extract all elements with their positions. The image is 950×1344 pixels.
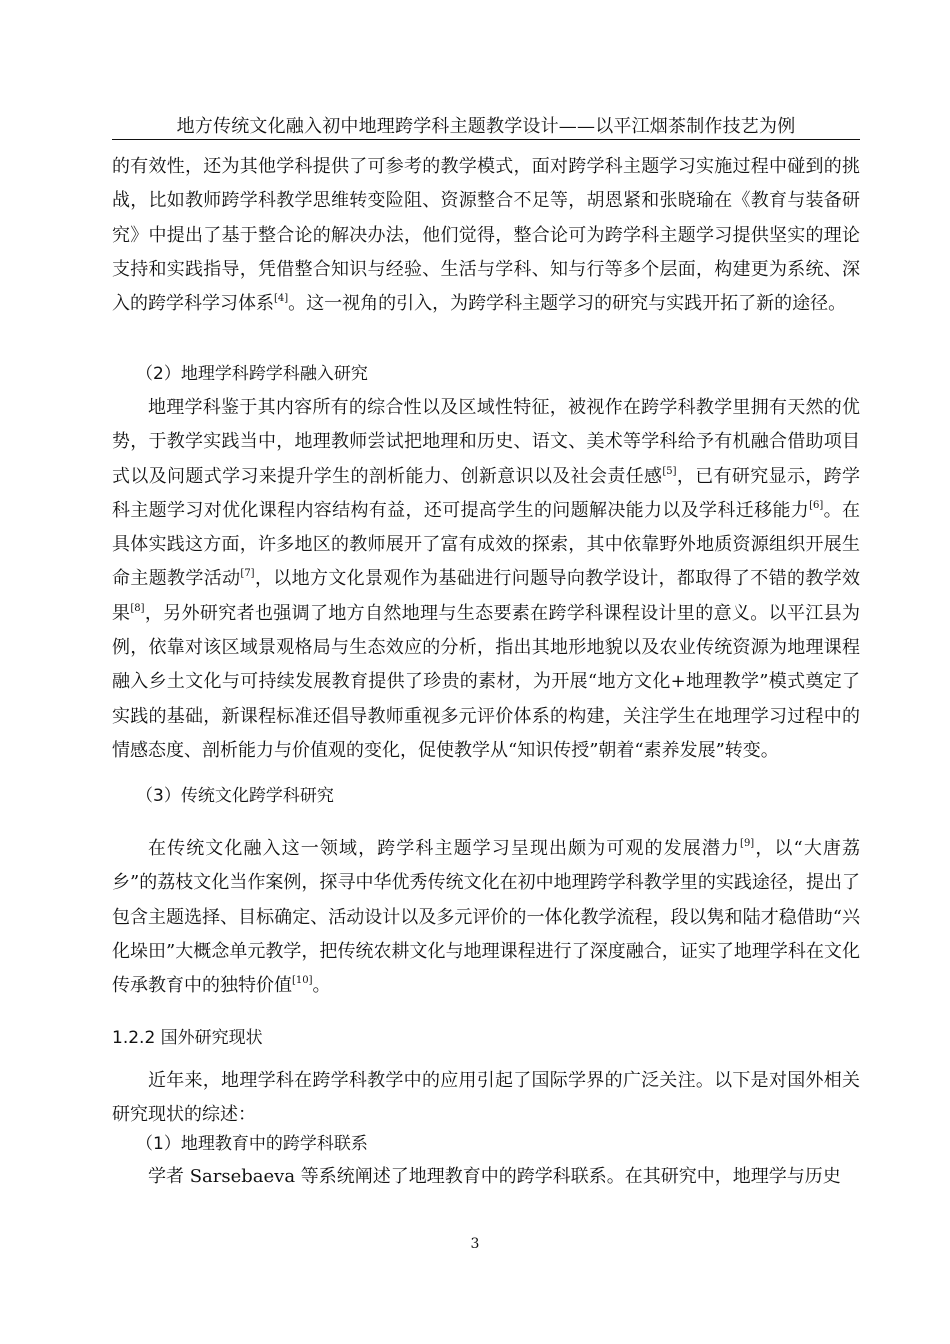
text-segment: ，另外研究者也强调了地方自然地理与生态要素在跨学科课程设计里的意义。以平江县为例，依靠对该区域景观格局与生态效应的分析，指出其地形地貌以及农业传统资源为地理课程融入乡土文化与可持续发展教育提供了珍贵的素材，为开展“地方文化+地理教学”模式奠定了实践的基础，新课程标准还倡导教师重视多元评价体系的构建，关注学生在地理学习过程中的情感态度、剖析能力与价值观的变化，促使教学从“知识传授”朝着“素养发展”转变。 bbox=[112, 602, 861, 761]
citation-7: [7] bbox=[240, 568, 255, 580]
text-segment: 。在具体实践这方面，许多地区的教师展开了富有成效的探索，其中依靠野外地质资源组织开展生命主题教学活动 bbox=[112, 499, 861, 590]
text-segment: 的有效性，还为其他学科提供了可参考的教学模式，面对跨学科主题学习实施过程中碰到的挑战，比如教师跨学科教学思维转变险阻、资源整合不足等，胡恩紧和张晓瑜在《教育与装备研究》中提出了基于整合论的解决办法，他们觉得，整合论可为跨学科主题学习提供坚实的理论支持和实践指导，凭借整合知识与经验、生活与学科、知与行等多个层面，构建更为系统、深入的跨学科学习体系 bbox=[112, 156, 860, 315]
section-heading-1-2-2: 1.2.2 国外研究现状 bbox=[112, 1028, 263, 1048]
header-rule bbox=[112, 139, 860, 140]
citation-9: [9] bbox=[740, 838, 755, 849]
text-segment: 地理学科鉴于其内容所有的综合性以及区域性特征，被视作在跨学科教学里拥有天然的优势，于教学实践当中，地理教师尝试把地理和历史、语文、美术等学科给予有机融合借助项目式以及问题式学习来提升学生的剖析能力、创新意识以及社会责任感 bbox=[112, 397, 860, 487]
subheading-traditional-culture: （3）传统文化跨学科研究 bbox=[136, 786, 334, 806]
paragraph-sarsebaeva: 学者 Sarsebaeva 等系统阐述了地理教育中的跨学科联系。在其研究中，地理学与历史 bbox=[148, 1166, 841, 1187]
paragraph-integration-theory bbox=[112, 150, 860, 321]
paragraph-geography-integration bbox=[112, 391, 860, 768]
text-segment: 。这一视角的引入，为跨学科主题学习的研究与实践开拓了新的途径。 bbox=[288, 293, 847, 315]
subheading-interdisciplinary-links: （1）地理教育中的跨学科联系 bbox=[136, 1134, 368, 1154]
text-segment: ，已有研究显示，跨学科主题学习对优化课程内容结构有益，还可提高学生的问题解决能力以及学科迁移能力 bbox=[112, 465, 861, 521]
page-number: 3 bbox=[470, 1236, 480, 1252]
citation-6: [6] bbox=[809, 499, 824, 511]
paragraph-foreign-research: 近年来，地理学科在跨学科教学中的应用引起了国际学界的广泛关注。以下是对国外相关研究现状的综述： bbox=[112, 1070, 860, 1126]
paragraph-traditional-culture bbox=[112, 832, 860, 1003]
text-segment: ，以“大唐荔乡”的荔枝文化当作案例，探寻中华优秀传统文化在初中地理跨学科教学里的实践途径，提出了包含主题选择、目标确定、活动设计以及多元评价的一体化教学流程，段以隽和陆才稳借助“兴化垛田”大概念单元教学，把传统农耕文化与地理课程进行了深度融合，证实了地理学科在文化传承教育中的独特价值 bbox=[112, 838, 861, 997]
citation-10: [10] bbox=[292, 975, 313, 987]
running-header: 地方传统文化融入初中地理跨学科主题教学设计——以平江烟茶制作技艺为例 bbox=[176, 116, 796, 137]
text-segment: ，以地方文化景观作为基础进行问题导向教学设计，都取得了不错的教学效果 bbox=[112, 568, 860, 624]
subheading-geography-integration: （2）地理学科跨学科融入研究 bbox=[136, 364, 368, 384]
citation-4: [4] bbox=[274, 293, 289, 305]
citation-8: [8] bbox=[130, 602, 145, 614]
text-segment: 。 bbox=[312, 975, 331, 997]
citation-5: [5] bbox=[662, 465, 677, 477]
text-segment: 在传统文化融入这一领域，跨学科主题学习呈现出颇为可观的发展潜力 bbox=[148, 838, 741, 859]
